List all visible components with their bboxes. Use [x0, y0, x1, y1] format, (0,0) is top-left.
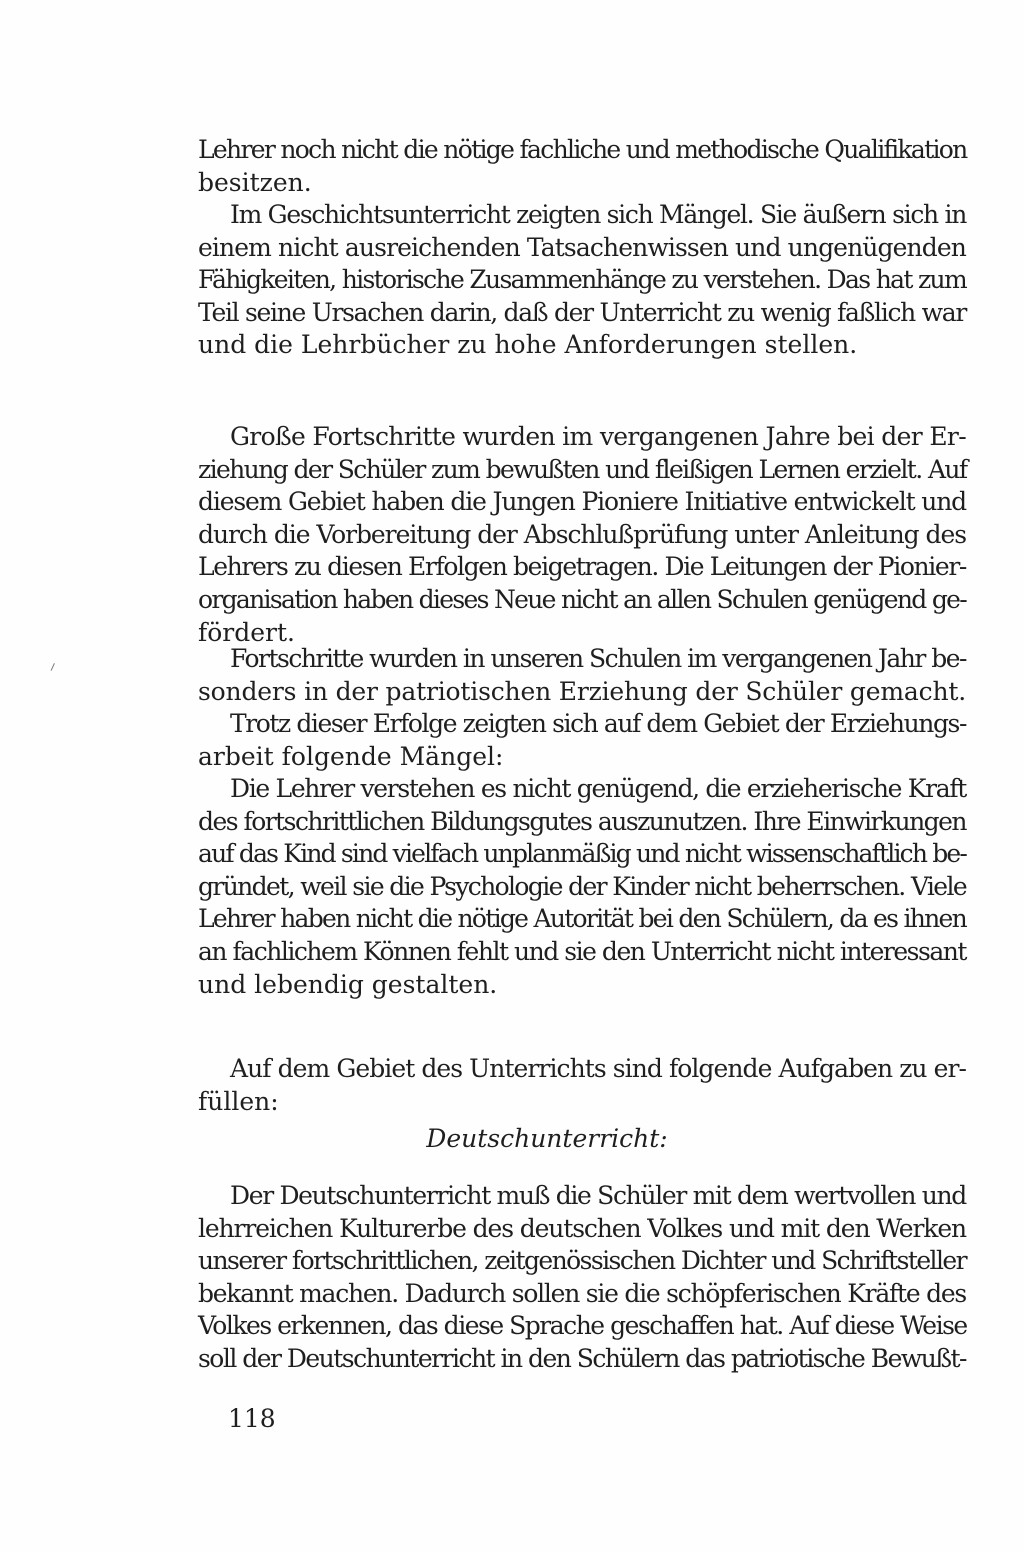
text-line: auf das Kind sind vielfach unplanmäßig und nicht wissenschaftlich be-	[198, 839, 966, 869]
paragraph-3	[198, 421, 966, 649]
text-line: Lehrer noch nicht die nötige fachliche und methodische Qualifikation	[198, 135, 967, 164]
scan-mark	[51, 663, 60, 673]
text-line: und lebendig gestalten.	[198, 969, 498, 999]
paragraph-6	[198, 773, 966, 1001]
text-line: Die Lehrer verstehen es nicht genügend, die erzieherische Kraft	[230, 774, 966, 803]
text-line: Lehrer haben nicht die nötige Autorität bei den Schülern, da es ihnen	[198, 904, 966, 934]
text-line: bekannt machen. Dadurch sollen sie die schöpferischen Kräfte des	[198, 1278, 966, 1308]
text-line: sonders in der patriotischen Erziehung der Schüler gemacht.	[198, 676, 966, 706]
text-line: durch die Vorbereitung der Abschlußprüfung unter Anleitung des	[198, 519, 966, 549]
paragraph-8	[198, 1180, 966, 1376]
text-line: unserer fortschrittlichen, zeitgenössischen Dichter und Schriftsteller	[198, 1246, 966, 1276]
text-line: des fortschrittlichen Bildungsgutes auszunutzen. Ihre Einwirkungen	[198, 806, 966, 836]
section-heading: Deutschunterricht:	[426, 1124, 668, 1153]
text-line: fördert.	[198, 617, 295, 647]
text-line: Der Deutschunterricht muß die Schüler mit dem wertvollen und	[230, 1181, 966, 1210]
text-line: besitzen.	[198, 167, 312, 197]
text-line: gründet, weil sie die Psychologie der Kinder nicht beherrschen. Viele	[198, 871, 966, 901]
paragraph-7	[198, 1053, 966, 1118]
text-line: Große Fortschritte wurden im vergangenen Jahre bei der Er-	[230, 422, 966, 451]
text-line: einem nicht ausreichenden Tatsachenwissen und ungenügenden	[198, 232, 966, 262]
text-line: Teil seine Ursachen darin, daß der Unterricht zu wenig faßlich war	[198, 297, 966, 327]
text-line: füllen:	[198, 1086, 279, 1116]
text-line: arbeit folgende Mängel:	[198, 741, 504, 771]
page-number: 118	[228, 1404, 276, 1433]
text-line: Trotz dieser Erfolge zeigten sich auf dem Gebiet der Erziehungs-	[230, 709, 966, 738]
paragraph-4	[198, 643, 966, 708]
text-line: lehrreichen Kulturerbe des deutschen Volkes und mit den Werken	[198, 1213, 966, 1243]
text-line: und die Lehrbücher zu hohe Anforderungen stellen.	[198, 330, 858, 360]
text-line: diesem Gebiet haben die Jungen Pioniere Initiative entwickelt und	[198, 487, 966, 517]
text-line: Auf dem Gebiet des Unterrichts sind folgende Aufgaben zu er-	[230, 1054, 966, 1083]
text-line: Lehrers zu diesen Erfolgen beigetragen. Die Leitungen der Pionier-	[198, 552, 966, 582]
text-line: Fortschritte wurden in unseren Schulen im vergangenen Jahr be-	[230, 644, 966, 673]
text-line: Volkes erkennen, das diese Sprache geschaffen hat. Auf diese Weise	[198, 1311, 967, 1341]
text-line: organisation haben dieses Neue nicht an allen Schulen genügend ge-	[198, 584, 966, 614]
paragraph-1	[198, 134, 966, 199]
paragraph-5	[198, 708, 966, 773]
paragraph-2	[198, 199, 966, 362]
text-line: Im Geschichtsunterricht zeigten sich Mängel. Sie äußern sich in	[230, 200, 966, 229]
text-line: an fachlichem Können fehlt und sie den Unterricht nicht interessant	[198, 936, 966, 966]
text-line: soll der Deutschunterricht in den Schülern das patriotische Bewußt-	[198, 1343, 966, 1373]
text-line: Fähigkeiten, historische Zusammenhänge zu verstehen. Das hat zum	[198, 265, 966, 295]
text-line: ziehung der Schüler zum bewußten und fleißigen Lernen erzielt. Auf	[198, 454, 967, 484]
